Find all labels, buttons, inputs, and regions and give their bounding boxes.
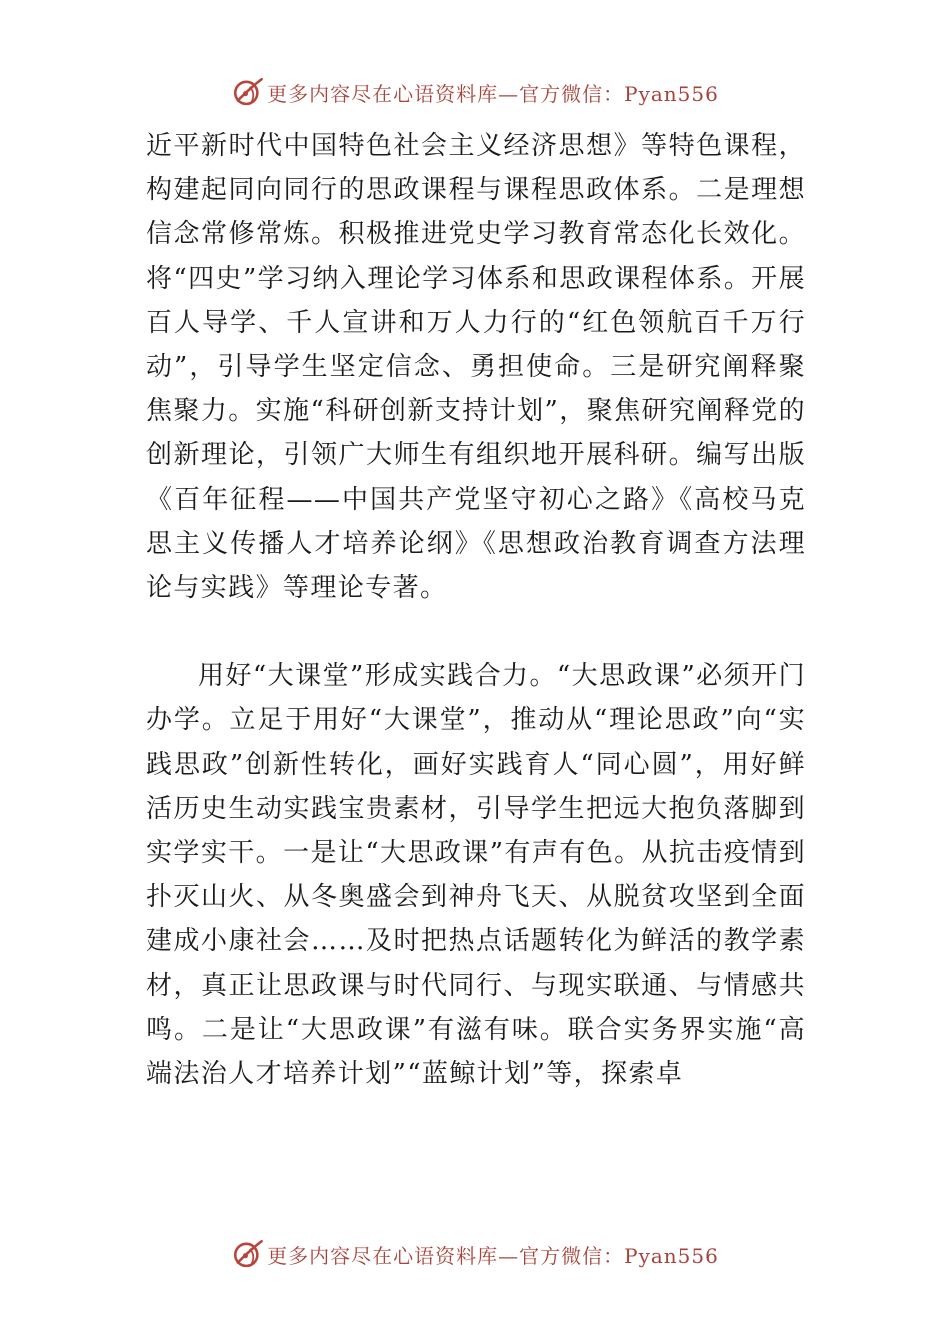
header-watermark-text: 更多内容尽在心语资料库—官方微信：Pyan556 (267, 81, 719, 106)
footer-watermark (0, 1234, 950, 1274)
header-watermark (0, 72, 950, 112)
red-brush-logo-icon (231, 1237, 265, 1271)
document-body (146, 124, 806, 1096)
paragraph-2: 用好“大课堂”形成实践合力。“大思政课”必须开门办学。立足于用好“大课堂”，推动从“理论思政”向“实践思政”创新性转化，画好实践育人“同心圆”，用好鲜活历史生动实践宝贵素材，引导学生把远大抱负落脚到实学实干。一是让“大思政课”有声有色。从抗击疫情到扑灭山火、从冬奥盛会到神舟飞天、从脱贫攻坚到全面建成小康社会……及时把热点话题转化为鲜活的教学素材，真正让思政课与时代同行、与现实联通、与情感共鸣。二是让“大思政课”有滋有味。联合实务界实施“高端法治人才培养计划”“蓝鲸计划”等，探索卓 (146, 661, 806, 1090)
paragraph-1: 近平新时代中国特色社会主义经济思想》等特色课程，构建起同向同行的思政课程与课程思政体系。二是理想信念常修常炼。积极推进党史学习教育常态化长效化。将“四史”学习纳入理论学习体系和思政课程体系。开展百人导学、千人宣讲和万人力行的“红色领航百千万行动”，引导学生坚定信念、勇担使命。三是研究阐释聚焦聚力。实施“科研创新支持计划”，聚焦研究阐释党的创新理论，引领广大师生有组织地开展科研。编写出版《百年征程——中国共产党坚守初心之路》《高校马克思主义传播人才培养论纲》《思想政治教育调查方法理论与实践》等理论专著。 (146, 131, 806, 604)
red-brush-logo-icon (231, 75, 265, 109)
footer-watermark-text: 更多内容尽在心语资料库—官方微信：Pyan556 (267, 1243, 719, 1268)
